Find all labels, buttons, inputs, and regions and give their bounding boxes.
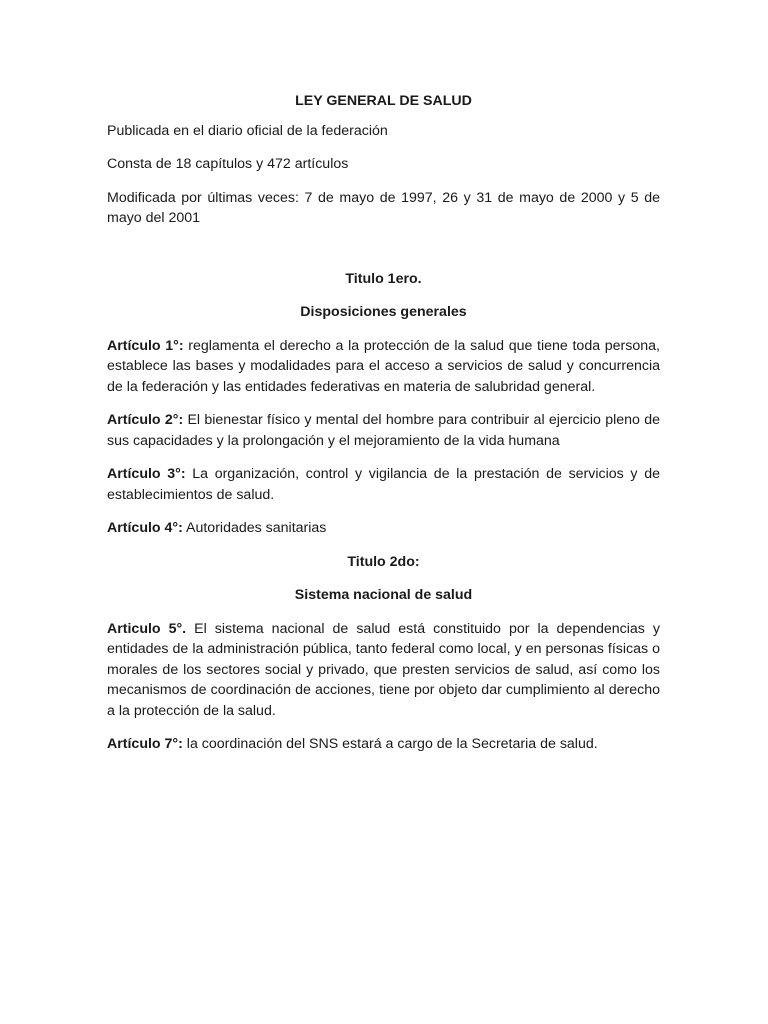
article-3-text: La organización, control y vigilancia de la prestación de servicios y de establecimientos de salud. bbox=[107, 466, 660, 503]
article-5-label: Articulo 5°. bbox=[107, 620, 187, 637]
article-5-text: El sistema nacional de salud está constituido por la dependencias y entidades de la administración pública, tanto federal como local, y en personas físicas o morales de los sectores social y privado, que presten servicios de salud, así como los mecanismos de coordinación de acciones, tiene por objeto dar cumplimiento al derecho a la protección de la salud. bbox=[107, 620, 660, 719]
article-2-text: El bienestar físico y mental del hombre para contribuir al ejercicio pleno de sus capacidades y la prolongación y el mejoramiento de la vida humana bbox=[107, 412, 660, 449]
titulo-1-heading: Titulo 1ero. bbox=[345, 270, 422, 287]
article-4-label: Artículo 4°: bbox=[107, 520, 183, 536]
article-7-label: Artículo 7°: bbox=[107, 736, 183, 752]
article-5 bbox=[107, 619, 660, 722]
article-1-text: reglamenta el derecho a la protección de la salud que tiene toda persona, establece las bases y modalidades para el acceso a servicios de salud y concurrencia de la federación y las entidades federativas en materia de salubridad general. bbox=[107, 337, 660, 395]
article-1 bbox=[107, 336, 660, 398]
chapter-count: Consta de 18 capítulos y 472 artículos bbox=[107, 156, 349, 172]
article-2 bbox=[107, 410, 660, 451]
modification-dates: Modificada por últimas veces: 7 de mayo de 1997, 26 y 31 de mayo de 2000 y 5 de mayo del 2001 bbox=[107, 189, 660, 226]
article-3-label: Artículo 3°: bbox=[107, 466, 186, 482]
article-1-label: Artículo 1°: bbox=[107, 337, 184, 354]
publication-info: Publicada en el diario oficial de la federación bbox=[107, 122, 388, 139]
article-2-label: Artículo 2°: bbox=[107, 412, 184, 428]
article-7-text: la coordinación del SNS estará a cargo de la Secretaria de salud. bbox=[182, 736, 598, 752]
titulo-2-heading: Titulo 2do: bbox=[347, 553, 420, 570]
document-page bbox=[107, 91, 660, 768]
article-4 bbox=[107, 518, 660, 539]
titulo-1-subheading: Disposiciones generales bbox=[300, 304, 467, 320]
titulo-2-subheading: Sistema nacional de salud bbox=[294, 587, 473, 603]
article-7 bbox=[107, 734, 660, 755]
article-4-text: Autoridades sanitarias bbox=[182, 520, 327, 536]
document-title: LEY GENERAL DE SALUD bbox=[295, 93, 472, 109]
article-3 bbox=[107, 464, 660, 505]
